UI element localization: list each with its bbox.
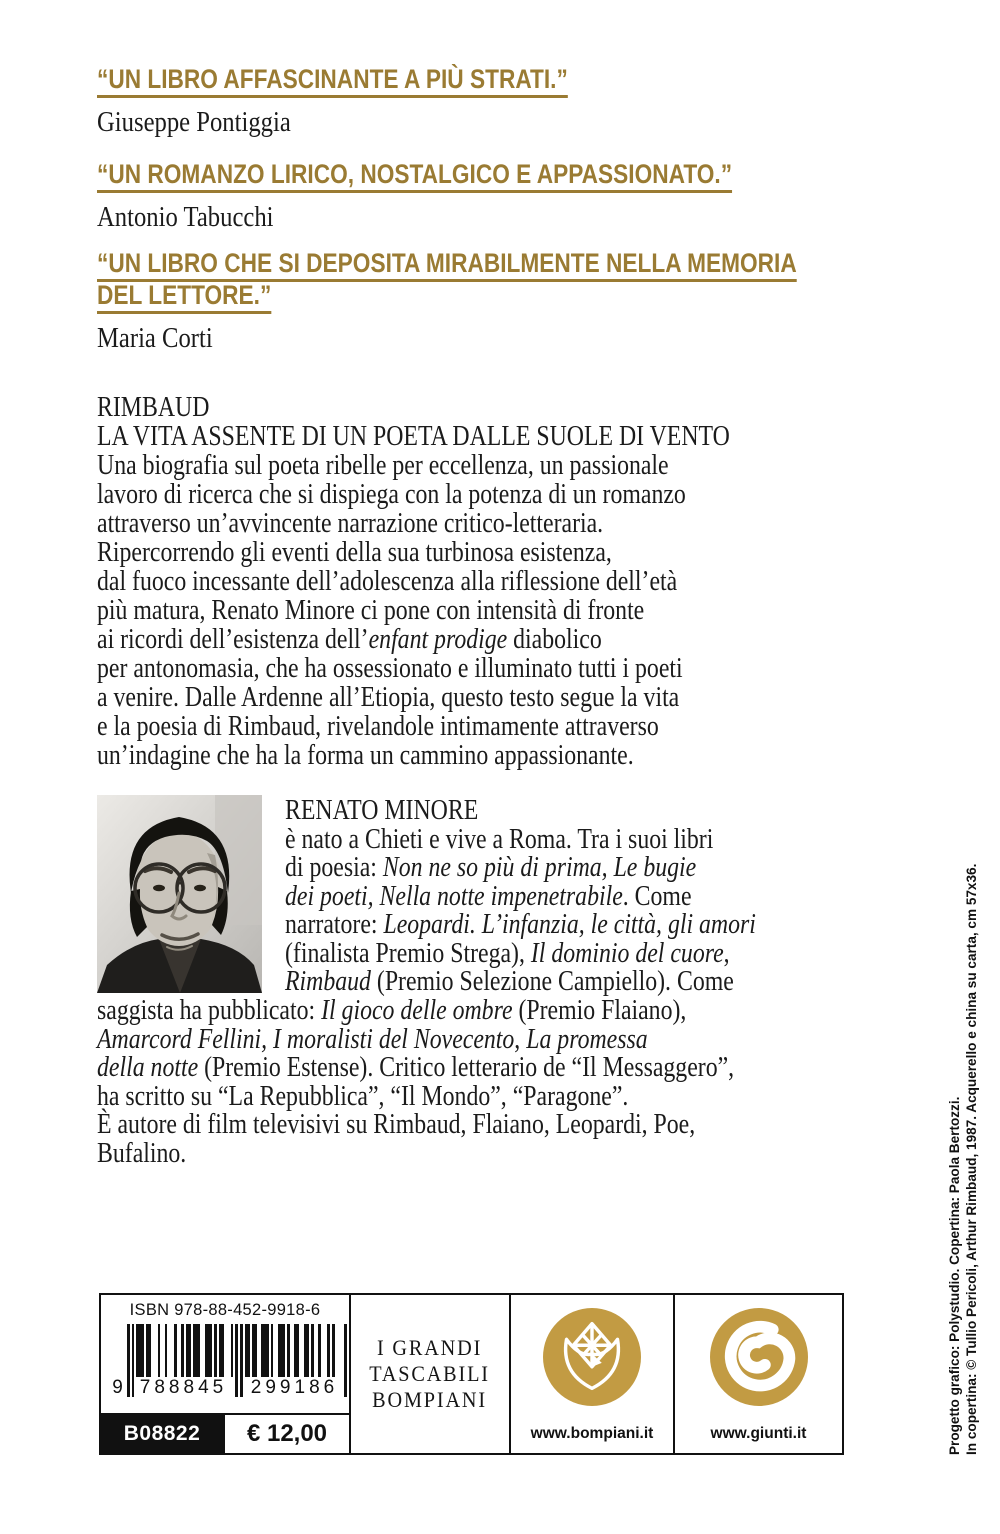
author-name: RENATO MINORE [285,795,479,826]
quote-author: Giuseppe Pontiggia [97,106,291,138]
bompiani-logo-icon [543,1308,641,1406]
code-price-row [101,1413,349,1453]
series-cell [351,1295,511,1453]
quote-author: Antonio Tabucchi [97,201,274,233]
edition-code: B08822 [101,1415,223,1453]
book-subtitle: LA VITA ASSENTE DI UN POETA DALLE SUOLE DI VENTO [97,421,730,452]
giunti-url: www.giunti.it [710,1425,807,1442]
isbn-price-panel [99,1293,844,1455]
design-credit: Progetto grafico: Polystudio. Copertina: Paola Bertozzi. [946,1096,962,1455]
author-bio-column [285,797,756,997]
cover-credits [946,864,980,1455]
barcode-digits-left: 788845 [134,1377,233,1398]
review-quote-1 [97,63,658,139]
author-photo [97,795,262,993]
price: € 12,00 [223,1415,349,1453]
ean13-barcode [112,1324,351,1398]
author-bio-full: saggista ha pubblicato: Il gioco delle ombre (Premio Flaiano), Amarcord Fellini, I moralisti del Novecento, La promessa della notte (Premio Estense). Critico letterario de “Il Messaggero”, ha scritto su “La Repubblica”, “Il Mondo”, “Paragone”. È autore di film televisivi su Rimbaud, Flaiano, Leopardi, Poe, Bufalino. [97,995,735,1169]
barcode-digit-lead: 9 [110,1377,125,1398]
book-title: RIMBAUD [97,392,210,423]
barcode-digits-right: 299186 [245,1377,344,1398]
synopsis [97,393,730,770]
barcode-cell [101,1295,351,1453]
review-quote-3 [97,247,930,355]
giunti-logo-icon [710,1308,808,1406]
isbn-label: ISBN 978-88-452-9918-6 [129,1300,321,1319]
bompiani-url: www.bompiani.it [530,1425,654,1442]
giunti-cell [675,1295,842,1453]
quote-author: Maria Corti [97,322,213,354]
review-quote-2 [97,158,853,234]
synopsis-text: Una biografia sul poeta ribelle per eccellenza, un passionale lavoro di ricerca che si dispiega con la potenza di un romanzo attraverso un’avvincente narrazione critico-letteraria. Ripercorrendo gli eventi della sua turbinosa esistenza, dal fuoco incessante dell’adolescenza alla riflessione dell’età più matura, Renato Minore ci pone con intensità di fronte ai ricordi dell’esistenza dell’enfant prodige diabolico per antonomasia, che ha ossessionato e illuminato tutti i poeti a venire. Dalle Ardenne all’Etiopia, questo testo segue la vita e la poesia di Rimbaud, rivelandole intimamente attraverso un’indagine che ha la forma un cammino appassionante. [97,450,686,771]
illustration-credit: In copertina: © Tullio Pericoli, Arthur Rimbaud, 1987. Acquerello e china su carta, cm 57x36. [963,863,979,1455]
quote-text: “UN LIBRO AFFASCINANTE A PIÙ STRATI.” [97,64,568,94]
quote-text: “UN LIBRO CHE SI DEPOSITA MIRABILMENTE NELLA MEMORIA DEL LETTORE.” [97,248,797,310]
bompiani-cell [511,1295,675,1453]
series-logo-text: I GRANDI TASCABILI BOMPIANI [369,1335,491,1412]
author-bio-text: è nato a Chieti e vive a Roma. Tra i suoi libri di poesia: Non ne so più di prima, Le bugie dei poeti, Nella notte impenetrabile. Come narratore: Leopardi. L’infanzia, le città, gli amori (finalista Premio Strega), Il dominio del cuore, Rimbaud (Premio Selezione Campiello). Come [285,823,756,997]
quote-text: “UN ROMANZO LIRICO, NOSTALGICO E APPASSIONATO.” [97,159,733,189]
